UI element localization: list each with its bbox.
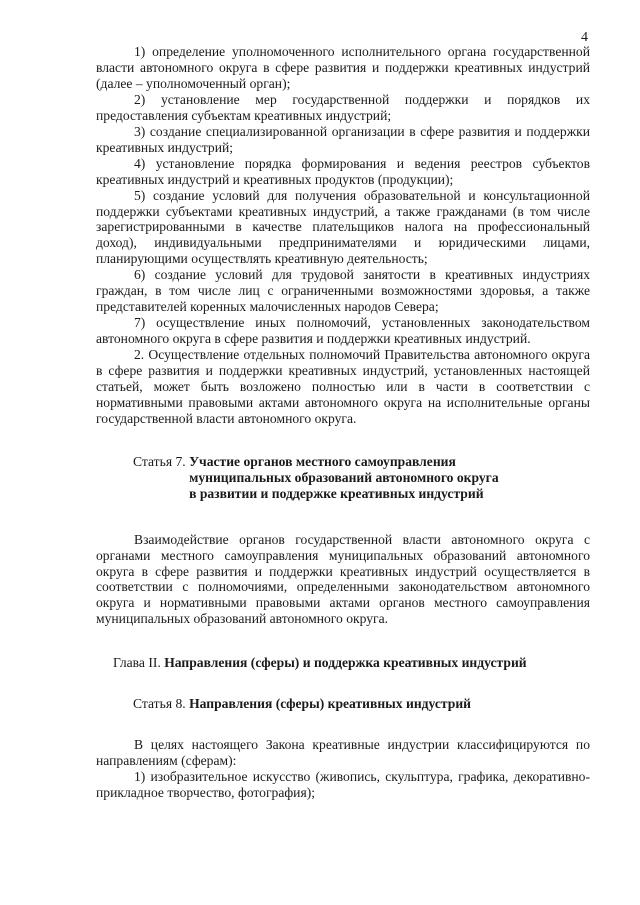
paragraph-item-4: 4) установление порядка формирования и ведения реестров субъектов креативных индустрий и креативных продуктов (продукции); — [96, 155, 590, 187]
article-8-number: Статья 8. — [133, 696, 186, 712]
article-7-title-line-1: Участие органов местного самоуправления — [189, 453, 456, 469]
article-8-paragraph-1: В целях настоящего Закона креативные индустрии классифицируются по направлениям (сферам): — [96, 737, 590, 769]
chapter-2-title: Направления (сферы) и поддержка креативных индустрий — [164, 655, 527, 671]
chapter-2-heading — [113, 655, 590, 671]
paragraph-item-1: 1) определение уполномоченного исполнительного органа государственной власти автономного округа в сфере развития и поддержки креативных индустрий (далее – уполномоченный орган); — [96, 44, 590, 91]
article-7-heading — [133, 454, 590, 502]
document-body — [96, 44, 590, 801]
paragraph-item-7: 7) осуществление иных полномочий, установленных законодательством автономного округа в сфере развития и поддержки креативных индустрий. — [96, 315, 590, 347]
paragraph-item-2: 2) установление мер государственной поддержки и порядков их предоставления субъектам креативных индустрий; — [96, 91, 590, 123]
paragraph-item-3: 3) создание специализированной организации в сфере развития и поддержки креативных индустрий; — [96, 123, 590, 155]
article-7-body: Взаимодействие органов государственной власти автономного округа с органами местного самоуправления муниципальных образований автономного округа в сфере развития и поддержки креативных индустрий осуществляется в соответствии с полномочиями, определенными законодательством автономного округа и нормативными правовыми актами органов местного самоуправления муниципальных образований автономного округа. — [96, 531, 590, 627]
article-7-title-line-2: муниципальных образований автономного округа — [189, 469, 499, 485]
paragraph-part-2: 2. Осуществление отдельных полномочий Правительства автономного округа в сфере развития и поддержки креативных индустрий, установленных настоящей статьей, может быть возложено полностью или в части в соответствии с нормативными правовыми актами автономного округа на исполнительные органы государственной власти автономного округа. — [96, 347, 590, 426]
article-7-title-line-3: в развитии и поддержке креативных индустрий — [189, 485, 484, 501]
chapter-2-prefix: Глава II. — [113, 655, 161, 671]
paragraph-item-6: 6) создание условий для трудовой занятости в креативных индустриях граждан, в том числе лиц с ограниченными возможностями здоровья, а также представителей коренных малочисленных народов Севера; — [96, 267, 590, 315]
article-7-title — [189, 454, 499, 502]
paragraph-item-5: 5) создание условий для получения образовательной и консультационной поддержки субъектами креативных индустрий, а также гражданами (в том числе зарегистрированными в качестве плательщиков налога на профессиональный доход), индивидуальными предпринимателями и юридическими лицами, планирующими осуществлять креативную деятельность; — [96, 187, 590, 267]
article-8-heading — [133, 696, 590, 712]
article-8-paragraph-2: 1) изобразительное искусство (живопись, скульптура, графика, декоративно-прикладное творчество, фотография); — [96, 769, 590, 801]
article-8-title: Направления (сферы) креативных индустрий — [189, 696, 472, 712]
article-7-number: Статья 7. — [133, 453, 186, 469]
page-number: 4 — [581, 30, 588, 45]
